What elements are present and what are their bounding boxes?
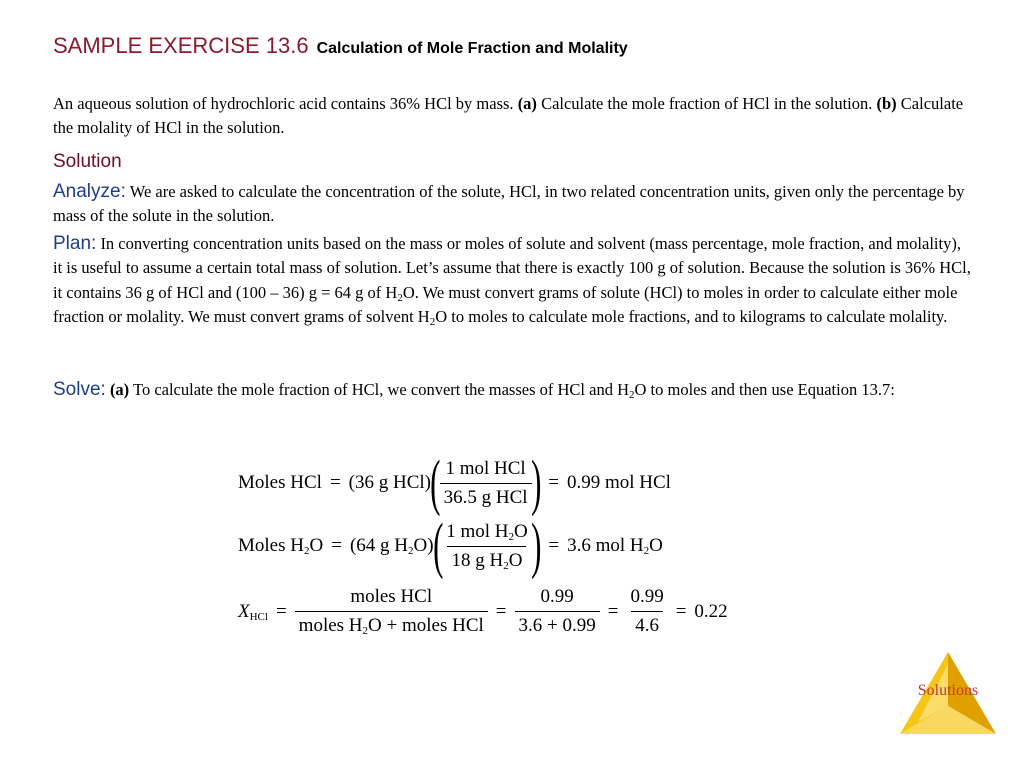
- eq3-equals-3: =: [607, 600, 619, 622]
- eq3-sum-fraction: [626, 586, 667, 637]
- eq3-equals-1: =: [275, 600, 287, 622]
- eq1-equals-2: =: [548, 472, 559, 493]
- plan-sub-2: 2: [429, 315, 436, 328]
- exercise-subtitle: Calculation of Mole Fraction and Molality: [316, 40, 628, 57]
- eq3-frac3-denominator: 4.6: [631, 611, 663, 637]
- eq3-frac3-numerator: 0.99: [630, 586, 664, 607]
- equation-moles-water: [238, 512, 663, 580]
- eq3-numerator: moles HCl: [350, 586, 433, 607]
- eq3-denominator: moles $H_2O$ + moles HCl: [295, 611, 488, 637]
- eq3-value-fraction: [515, 586, 600, 637]
- part-b-text: Calculate the molality of HCl in the solution.: [53, 94, 964, 138]
- solutions-link[interactable]: Solutions: [917, 682, 979, 699]
- eq3-frac2-numerator: 0.99: [540, 586, 574, 607]
- eq2-denominator: 18 g $H_2O$: [447, 546, 526, 572]
- eq1-result: 0.99 mol HCl: [566, 472, 671, 493]
- eq3-equals-2: =: [495, 600, 507, 622]
- eq2-numerator: 1 mol $H_2O$: [446, 520, 528, 543]
- part-a-text: Calculate the mole fraction of HCl in the solution.: [541, 94, 873, 113]
- eq3-frac2-denominator: 3.6 + 0.99: [515, 611, 600, 637]
- eq1-lhs: Moles HCl: [238, 472, 322, 493]
- eq2-equals-2: =: [548, 535, 560, 556]
- left-paren: (: [432, 512, 444, 580]
- page-title: [53, 33, 628, 59]
- eq3-equals-4: =: [675, 600, 687, 622]
- eq2-mass: (64 g $H_2O$): [349, 535, 434, 557]
- analyze-label: Analyze:: [53, 181, 126, 202]
- solution-heading: Solution: [53, 151, 122, 172]
- solve-part-a-label: (a): [109, 380, 130, 399]
- eq2-lhs: Moles $H_2O$: [238, 535, 324, 557]
- equation-mole-fraction: [238, 586, 728, 637]
- plan-text-1: In converting concentration units based on the mass or moles of solute and solvent (mass percentage, mole fraction, and molality), it is useful to assume a certain total mass of solution. Let’s assume that there is exactly 100 g of solution. Because the solution is 36% HCl, it contains 36 g of HCl and (100 – 36) g = 64 g of H: [53, 234, 971, 302]
- plan-text-2: O. We must convert grams of solute (HCl) to moles in order to calculate either mole fraction or molality. We must convert grams of solvent H: [53, 282, 958, 326]
- plan-text-3: O to moles to calculate mole fractions, and to kilograms to calculate molality.: [435, 306, 948, 326]
- eq1-conversion-fraction: [440, 458, 532, 509]
- analyze-text: We are asked to calculate the concentration of the solute, HCl, in two related concentration units, given only the percentage by mass of the solute in the solution.: [53, 182, 965, 226]
- solve-label: Solve:: [53, 379, 106, 400]
- eq3-definition-fraction: [295, 586, 488, 637]
- solve-text-2: O to moles and then use Equation 13.7:: [634, 380, 895, 399]
- solve-paragraph: [53, 378, 973, 402]
- analyze-paragraph: [53, 180, 973, 229]
- solve-text-1: To calculate the mole fraction of HCl, we convert the masses of HCl and H: [133, 380, 629, 399]
- plan-paragraph: [53, 232, 973, 329]
- eq1-mass: (36 g HCl): [348, 472, 431, 493]
- eq2-result: 3.6 mol $H_2O$: [567, 535, 663, 557]
- part-b-label: (b): [876, 94, 897, 113]
- eq1-equals: =: [329, 472, 341, 493]
- eq2-conversion-fraction: [442, 521, 532, 572]
- eq2-equals: =: [331, 535, 342, 556]
- plan-sub-1: 2: [397, 291, 403, 304]
- problem-statement: [53, 92, 973, 141]
- problem-intro: An aqueous solution of hydrochloric acid contains 36% HCl by mass.: [53, 94, 514, 113]
- eq1-numerator: 1 mol HCl: [445, 457, 526, 479]
- mole-fraction-symbol: $X_{HCl}$: [238, 600, 268, 623]
- exercise-number: SAMPLE EXERCISE 13.6: [53, 33, 309, 58]
- solve-sub: 2: [629, 389, 635, 401]
- eq3-result: 0.22: [694, 600, 728, 622]
- right-paren: ): [530, 512, 542, 580]
- right-paren: ): [530, 449, 542, 517]
- plan-label: Plan:: [53, 233, 97, 254]
- eq1-denominator: 36.5 g HCl: [440, 483, 532, 509]
- equation-moles-hcl: [238, 449, 671, 517]
- part-a-label: (a): [517, 94, 537, 113]
- left-paren: (: [430, 449, 441, 517]
